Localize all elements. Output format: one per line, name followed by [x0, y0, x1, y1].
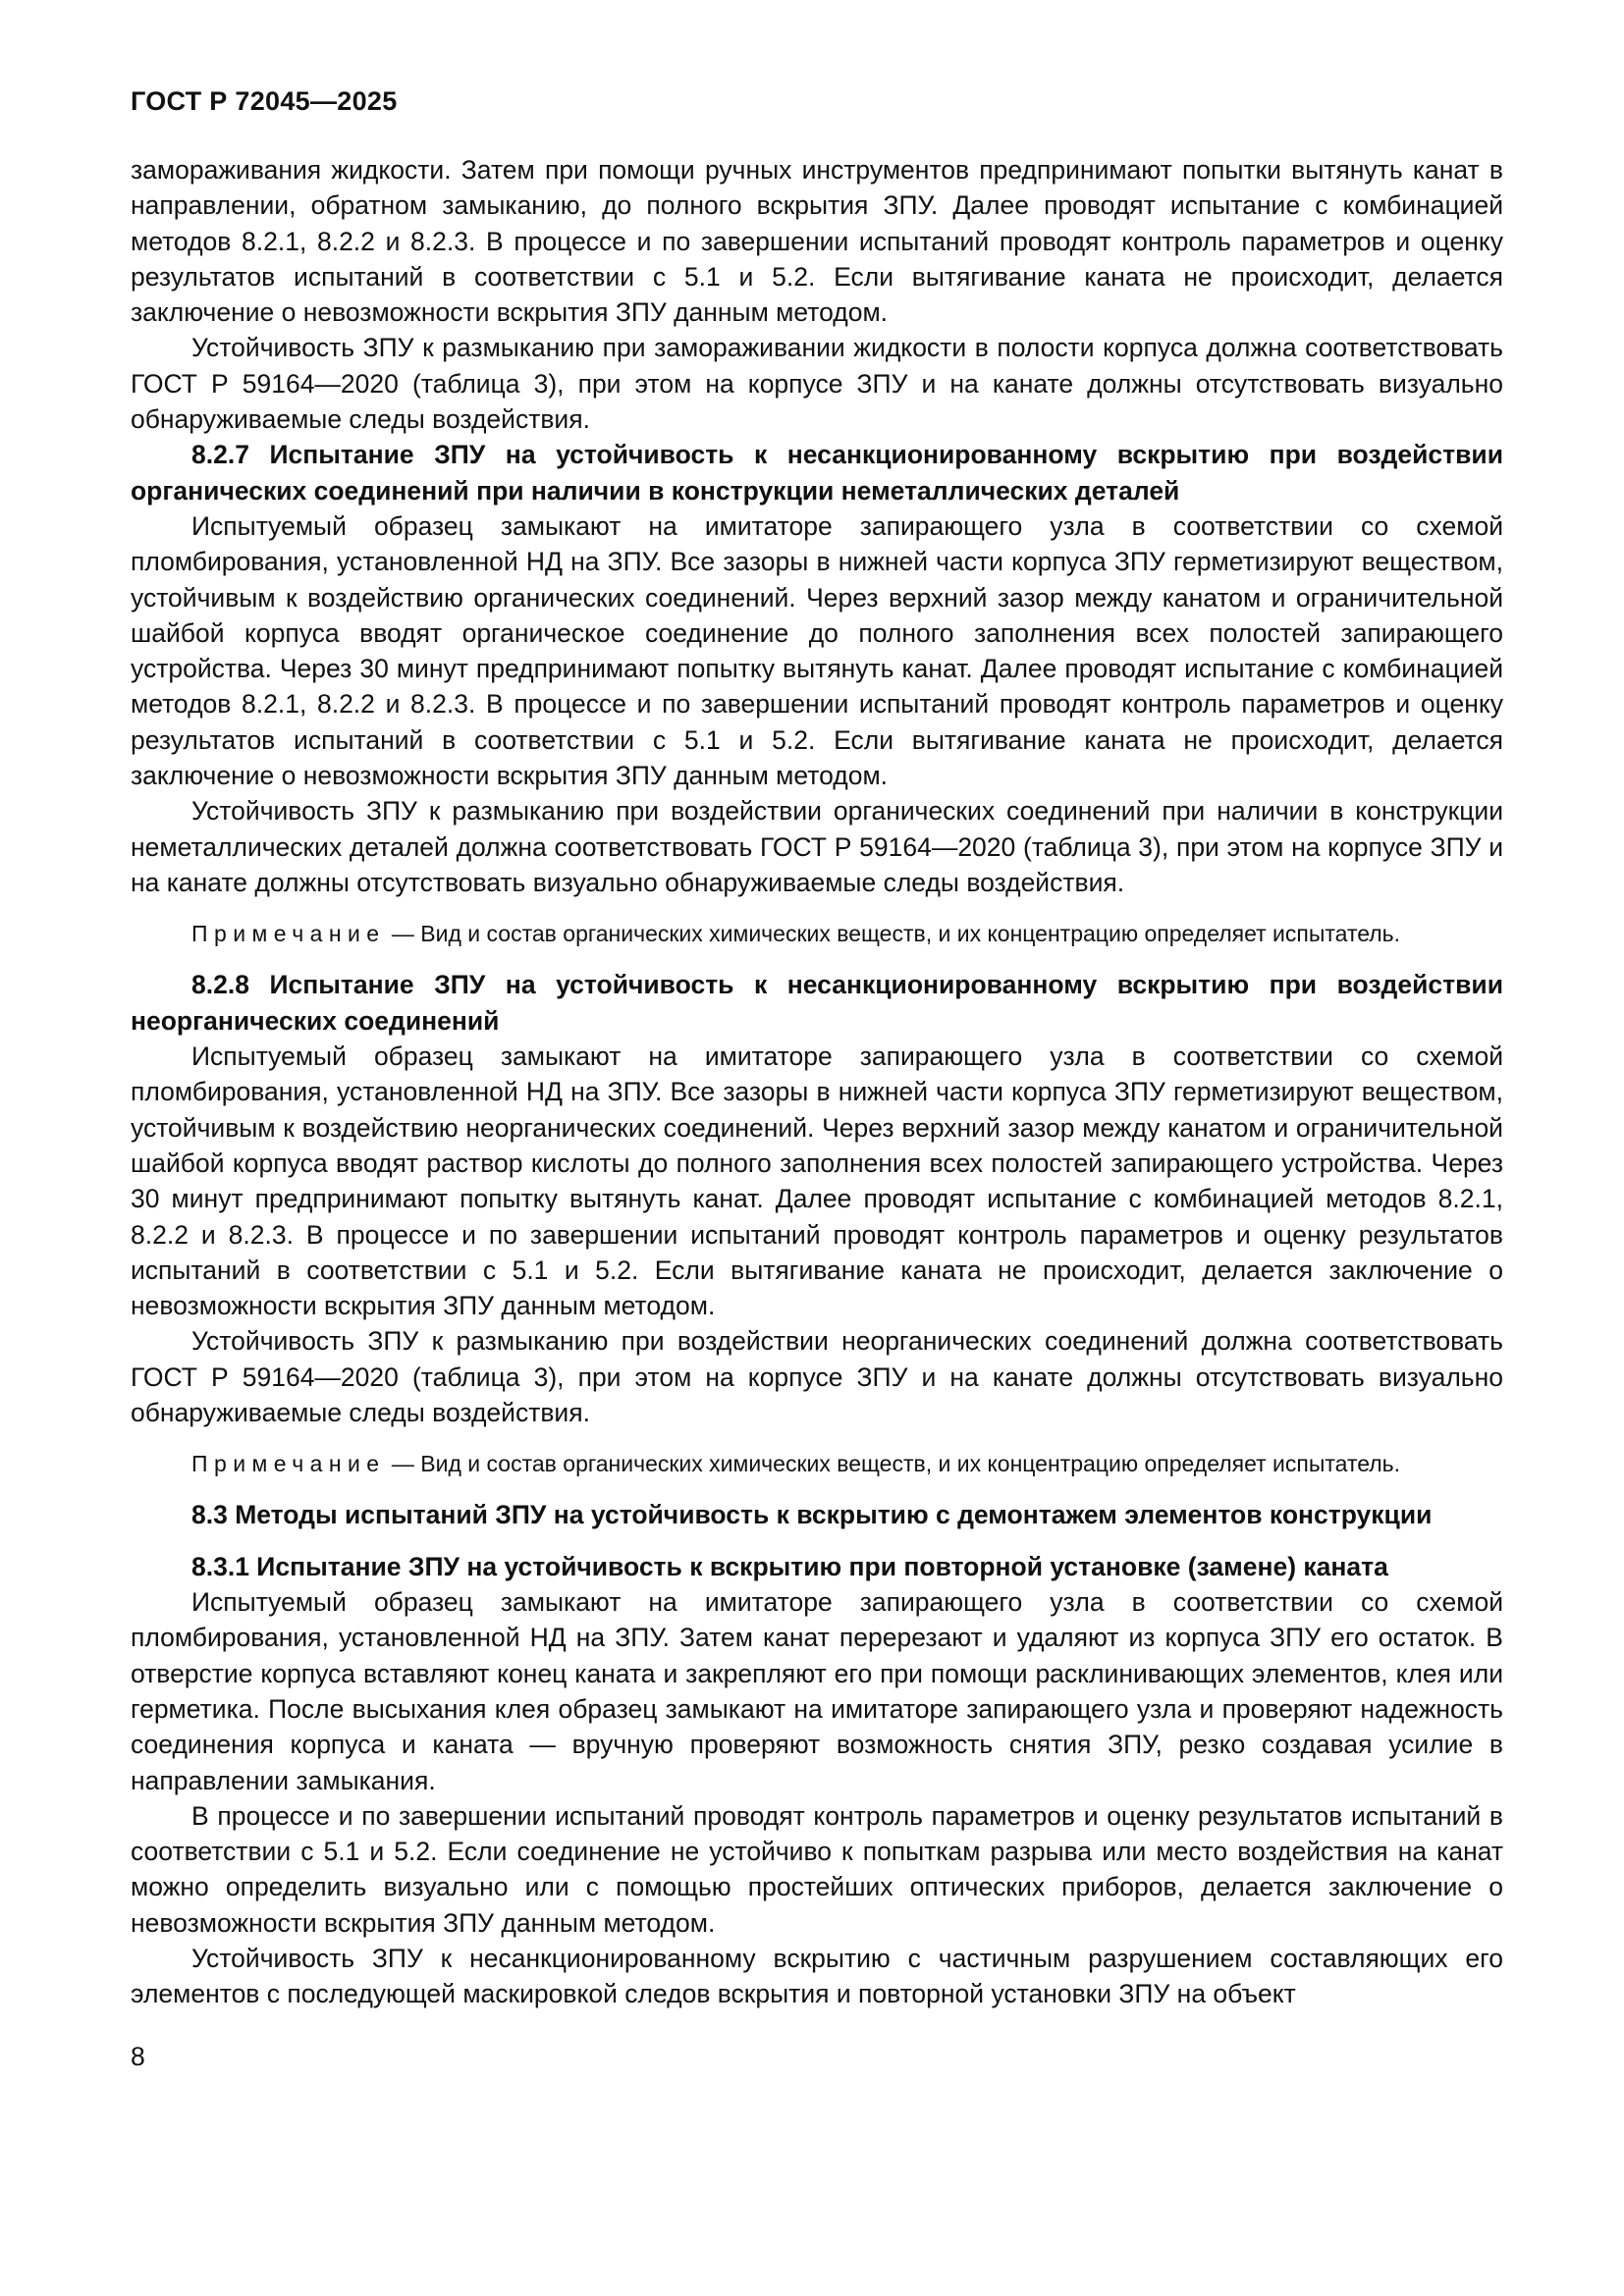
- section-heading-8-3: 8.3 Методы испытаний ЗПУ на устойчивость к вскрытию с демонтажем элементов конструкции: [191, 1500, 1433, 1530]
- paragraph: Устойчивость ЗПУ к размыканию при воздействии неорганических соединений должна соответствовать ГОСТ Р 59164—2020 (таблица 3), при этом на корпусе ЗПУ и на канате должны отсутствовать визуально обнаруживаемые следы воздействия.: [131, 1326, 1503, 1427]
- section-heading-8-2-8: 8.2.8 Испытание ЗПУ на устойчивость к несанкционированному вскрытию при воздействии неорганических соединений: [131, 970, 1503, 1036]
- note-label: Примечание: [191, 1451, 386, 1477]
- note: [131, 1448, 1503, 1479]
- paragraph: Испытуемый образец замыкают на имитаторе запирающего узла в соответствии со схемой пломбирования, установленной НД на ЗПУ. Затем канат перерезают и удаляют из корпуса ЗПУ его остаток. В отверстие корпуса вставляют конец каната и закрепляют его при помощи расклинивающих элементов, клея или герметика. После высыхания клея образец замыкают на имитаторе запирающего узла и проверяют надежность соединения корпуса и каната — вручную проверяют возможность снятия ЗПУ, резко создавая усилие в направлении замыкания.: [131, 1587, 1503, 1795]
- page-footer: [131, 2042, 1503, 2072]
- page-header: [131, 86, 1503, 117]
- note-text: — Вид и состав органических химических веществ, и их концентрацию определяет испытатель.: [385, 1451, 1401, 1477]
- paragraph: Испытуемый образец замыкают на имитаторе запирающего узла в соответствии со схемой пломбирования, установленной НД на ЗПУ. Все зазоры в нижней части корпуса ЗПУ герметизируют веществом, устойчивым к воздействию органических соединений. Через верхний зазор между канатом и ограничительной шайбой корпуса вводят органическое соединение до полного заполнения всех полостей запирающего устройства. Через 30 минут предпринимают попытку вытянуть канат. Далее проводят испытание с комбинацией методов 8.2.1, 8.2.2 и 8.2.3. В процессе и по завершении испытаний проводят контроль параметров и оценку результатов испытаний в соответствии с 5.1 и 5.2. Если вытягивание каната не происходит, делается заключение о невозможности вскрытия ЗПУ данным методом.: [131, 510, 1503, 791]
- page-number: 8: [131, 2041, 145, 2071]
- paragraph: В процессе и по завершении испытаний проводят контроль параметров и оценку результатов испытаний в соответствии с 5.1 и 5.2. Если соединение не устойчиво к попыткам разрыва или место воздействия на канат можно определить визуально или с помощью простейших оптических приборов, делается заключение о невозможности вскрытия ЗПУ данным методом.: [131, 1800, 1503, 1938]
- document-code: ГОСТ Р 72045—2025: [131, 86, 398, 116]
- paragraph-continued: замораживания жидкости. Затем при помощи ручных инструментов предпринимают попытки вытянуть канат в направлении, обратном замыканию, до полного вскрытия ЗПУ. Далее проводят испытание с комбинацией методов 8.2.1, 8.2.2 и 8.2.3. В процессе и по завершении испытаний проводят контроль параметров и оценку результатов испытаний в соответствии с 5.1 и 5.2. Если вытягивание каната не происходит, делается заключение о невозможности вскрытия ЗПУ данным методом.: [131, 155, 1503, 328]
- paragraph: Испытуемый образец замыкают на имитаторе запирающего узла в соответствии со схемой пломбирования, установленной НД на ЗПУ. Все зазоры в нижней части корпуса ЗПУ герметизируют веществом, устойчивым к воздействию неорганических соединений. Через верхний зазор между канатом и ограничительной шайбой корпуса вводят раствор кислоты до полного заполнения всех полостей запирающего устройства. Через 30 минут предпринимают попытку вытянуть канат. Далее проводят испытание с комбинацией методов 8.2.1, 8.2.2 и 8.2.3. В процессе и по завершении испытаний проводят контроль параметров и оценку результатов испытаний в соответствии с 5.1 и 5.2. Если вытягивание каната не происходит, делается заключение о невозможности вскрытия ЗПУ данным методом.: [131, 1041, 1503, 1321]
- paragraph: Устойчивость ЗПУ к размыканию при замораживании жидкости в полости корпуса должна соответствовать ГОСТ Р 59164—2020 (таблица 3), при этом на корпусе ЗПУ и на канате должны отсутствовать визуально обнаруживаемые следы воздействия.: [131, 333, 1503, 435]
- section-heading-8-3-1: 8.3.1 Испытание ЗПУ на устойчивость к вскрытию при повторной установке (замене) каната: [191, 1551, 1388, 1581]
- document-body: [131, 152, 1503, 2012]
- section-heading-8-2-7: 8.2.7 Испытание ЗПУ на устойчивость к несанкционированному вскрытию при воздействии органических соединений при наличии в конструкции неметаллических деталей: [131, 440, 1503, 506]
- note-label: Примечание: [191, 921, 386, 947]
- note: [131, 918, 1503, 949]
- paragraph: Устойчивость ЗПУ к размыканию при воздействии органических соединений при наличии в конструкции неметаллических деталей должна соответствовать ГОСТ Р 59164—2020 (таблица 3), при этом на корпусе ЗПУ и на канате должны отсутствовать визуально обнаруживаемые следы воздействия.: [131, 796, 1503, 897]
- paragraph: Устойчивость ЗПУ к несанкционированному вскрытию с частичным разрушением составляющих его элементов с последующей маскировкой следов вскрытия и повторной установки ЗПУ на объект: [131, 1944, 1503, 2009]
- note-text: — Вид и состав органических химических веществ, и их концентрацию определяет испытатель.: [385, 921, 1401, 947]
